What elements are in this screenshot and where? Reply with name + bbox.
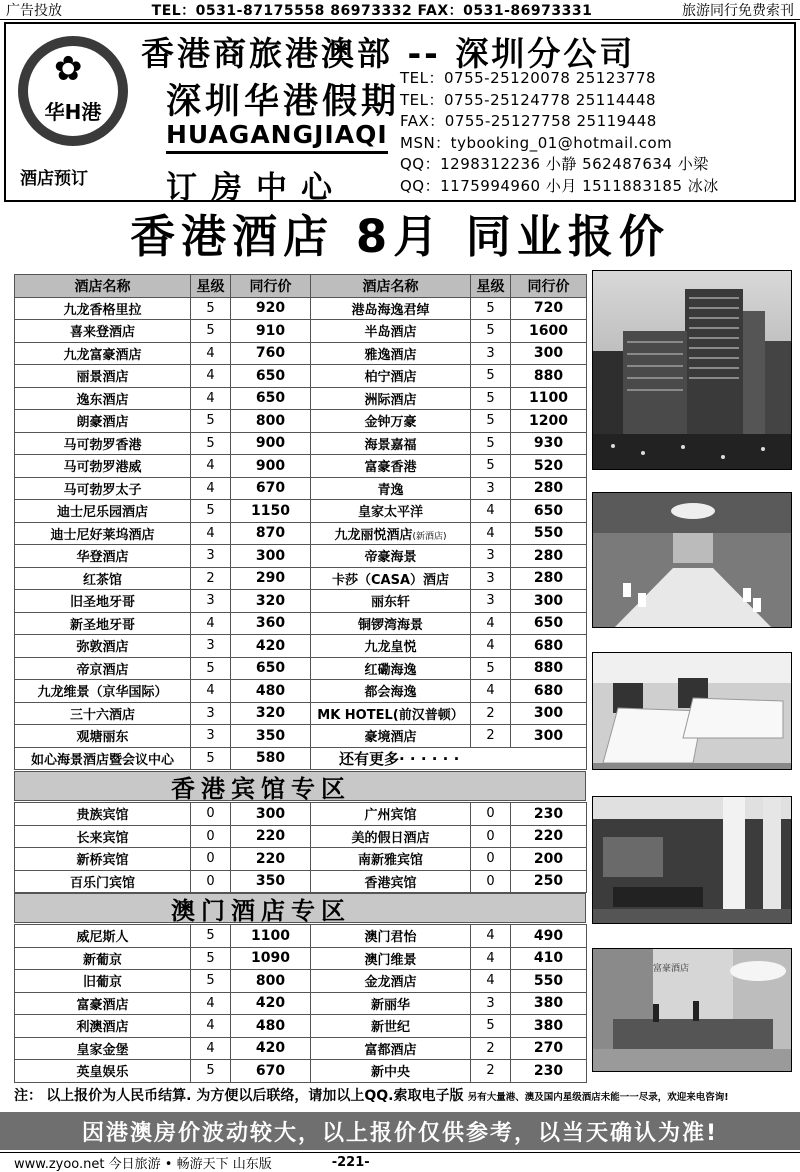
hotel-name-cell: 弥敦酒店 bbox=[15, 635, 191, 658]
hotel-name-cell: 长来宾馆 bbox=[15, 825, 191, 848]
price-cell: 520 bbox=[511, 455, 587, 478]
brand-pinyin: HUAGANGJIAQI bbox=[166, 120, 388, 154]
star-cell: 3 bbox=[191, 725, 231, 748]
price-cell: 1150 bbox=[231, 500, 311, 523]
guesthouse-table-body bbox=[15, 803, 587, 893]
hotel-name-cell: 澳门维景 bbox=[311, 947, 471, 970]
star-cell: 4 bbox=[191, 455, 231, 478]
star-cell: 5 bbox=[471, 1015, 511, 1038]
star-cell: 4 bbox=[471, 680, 511, 703]
hotel-name-cell: 马可勃罗港威 bbox=[15, 455, 191, 478]
star-cell: 4 bbox=[191, 1015, 231, 1038]
star-cell: 4 bbox=[471, 925, 511, 948]
table-row bbox=[15, 612, 587, 635]
contact-line: QQ：1175994960 小月 1511883185 冰冰 bbox=[400, 176, 719, 195]
price-cell: 230 bbox=[511, 803, 587, 826]
table-row bbox=[15, 590, 587, 613]
hotel-name-cell: 迪士尼乐园酒店 bbox=[15, 500, 191, 523]
page-footer bbox=[0, 1152, 800, 1172]
table-row bbox=[15, 970, 587, 993]
price-cell: 920 bbox=[231, 297, 311, 320]
hotel-name-cell: 富豪香港 bbox=[311, 455, 471, 478]
table-row bbox=[15, 947, 587, 970]
hotel-name-cell: 港岛海逸君绰 bbox=[311, 297, 471, 320]
star-cell: 4 bbox=[471, 500, 511, 523]
star-cell: 4 bbox=[471, 947, 511, 970]
hotel-name-cell: 新桥宾馆 bbox=[15, 848, 191, 871]
price-cell: 490 bbox=[511, 925, 587, 948]
table-row bbox=[15, 925, 587, 948]
hotel-name-cell bbox=[311, 522, 471, 545]
price-cell: 350 bbox=[231, 870, 311, 893]
hotel-name-cell: 柏宁酒店 bbox=[311, 365, 471, 388]
star-cell: 4 bbox=[471, 970, 511, 993]
price-cell: 300 bbox=[511, 702, 587, 725]
note-label: 注： bbox=[14, 1088, 42, 1104]
price-cell: 410 bbox=[511, 947, 587, 970]
star-cell: 2 bbox=[471, 1037, 511, 1060]
contact-line: QQ：1298312236 小静 562487634 小梁 bbox=[400, 155, 709, 173]
price-cell: 650 bbox=[231, 657, 311, 680]
price-cell: 1100 bbox=[231, 925, 311, 948]
table-row bbox=[15, 500, 587, 523]
hotel-building-photo bbox=[592, 270, 792, 470]
price-cell: 380 bbox=[511, 1015, 587, 1038]
price-cell: 550 bbox=[511, 522, 587, 545]
star-cell: 5 bbox=[471, 455, 511, 478]
price-cell: 650 bbox=[231, 365, 311, 388]
contact-line: FAX：0755-25127758 25119448 bbox=[400, 112, 657, 130]
star-cell: 2 bbox=[471, 1060, 511, 1083]
macau-table-body bbox=[15, 925, 587, 1083]
ad-contact: TEL：0531-87175558 86973332 FAX：0531-86973331 bbox=[151, 2, 593, 19]
price-cell: 1100 bbox=[511, 387, 587, 410]
guest-room-photo bbox=[592, 652, 792, 770]
hotel-name-cell: 喜来登酒店 bbox=[15, 320, 191, 343]
disclaimer-banner: 因港澳房价波动较大，以上报价仅供参考，以当天确认为准! bbox=[0, 1112, 800, 1150]
star-cell: 0 bbox=[191, 870, 231, 893]
table-row bbox=[15, 477, 587, 500]
price-cell: 580 bbox=[231, 747, 311, 770]
contact-line: TEL：0755-25124778 25114448 bbox=[400, 90, 657, 109]
new-hotel-tag: (新酒店) bbox=[412, 531, 447, 542]
hotel-name-cell: 都会海逸 bbox=[311, 680, 471, 703]
star-cell: 5 bbox=[471, 432, 511, 455]
hotel-name-cell: 豪境酒店 bbox=[311, 725, 471, 748]
price-cell: 350 bbox=[231, 725, 311, 748]
star-cell: 4 bbox=[471, 635, 511, 658]
table-row bbox=[15, 567, 587, 590]
hotel-name-cell: 百乐门宾馆 bbox=[15, 870, 191, 893]
price-cell: 300 bbox=[231, 803, 311, 826]
star-cell: 5 bbox=[191, 320, 231, 343]
star-cell: 3 bbox=[471, 545, 511, 568]
table-row bbox=[15, 522, 587, 545]
hotel-name-cell: 铜锣湾海景 bbox=[311, 612, 471, 635]
star-cell: 4 bbox=[191, 477, 231, 500]
hotel-name-cell: 红磡海逸 bbox=[311, 657, 471, 680]
star-cell: 5 bbox=[191, 432, 231, 455]
star-cell: 5 bbox=[191, 1060, 231, 1083]
hotel-name-text: 九龙丽悦酒店 bbox=[334, 527, 413, 543]
table-row bbox=[15, 702, 587, 725]
price-cell: 1090 bbox=[231, 947, 311, 970]
star-cell: 3 bbox=[471, 590, 511, 613]
hotel-name-cell: 海景嘉福 bbox=[311, 432, 471, 455]
price-cell: 480 bbox=[231, 680, 311, 703]
price-cell: 280 bbox=[511, 545, 587, 568]
table-row bbox=[15, 1037, 587, 1060]
price-cell: 250 bbox=[511, 870, 587, 893]
hotel-name-cell: 旧圣地牙哥 bbox=[15, 590, 191, 613]
star-cell: 3 bbox=[471, 567, 511, 590]
hotel-name-cell: 旧葡京 bbox=[15, 970, 191, 993]
price-cell: 650 bbox=[231, 387, 311, 410]
column-header: 酒店名称 bbox=[15, 275, 191, 298]
hotel-name-cell: 雅逸酒店 bbox=[311, 342, 471, 365]
price-cell: 200 bbox=[511, 848, 587, 871]
hk-guesthouse-section-title: 香港宾馆专区 bbox=[14, 771, 586, 801]
price-cell: 320 bbox=[231, 590, 311, 613]
table-row bbox=[15, 680, 587, 703]
price-cell: 270 bbox=[511, 1037, 587, 1060]
hotel-name-cell: 帝豪海景 bbox=[311, 545, 471, 568]
table-row bbox=[15, 1015, 587, 1038]
star-cell: 3 bbox=[471, 992, 511, 1015]
contact-line: TEL：0755-25120078 25123778 bbox=[400, 69, 657, 87]
price-cell: 300 bbox=[231, 545, 311, 568]
booking-center: 订房中心 bbox=[166, 170, 346, 206]
note-small: 另有大量港、澳及国内星级酒店未能一一尽录，欢迎来电咨询! bbox=[467, 1092, 729, 1103]
more-hotels-label: 还有更多· · · · · · bbox=[311, 747, 587, 770]
hotel-name-cell: 广州宾馆 bbox=[311, 803, 471, 826]
company-name: 香港商旅港澳部 -- 深圳分公司 bbox=[141, 34, 636, 73]
price-cell: 1600 bbox=[511, 320, 587, 343]
hotel-name-cell: 新圣地牙哥 bbox=[15, 612, 191, 635]
price-cell: 380 bbox=[511, 992, 587, 1015]
star-cell: 2 bbox=[471, 702, 511, 725]
price-cell: 760 bbox=[231, 342, 311, 365]
table-row bbox=[15, 635, 587, 658]
price-cell: 320 bbox=[231, 702, 311, 725]
macau-hotel-table bbox=[14, 924, 587, 1083]
star-cell: 0 bbox=[471, 848, 511, 871]
star-cell: 5 bbox=[191, 925, 231, 948]
star-cell: 4 bbox=[191, 612, 231, 635]
price-cell: 650 bbox=[511, 500, 587, 523]
hotel-name-cell: MK HOTEL(前汉普顿） bbox=[311, 702, 471, 725]
price-note bbox=[14, 1085, 794, 1105]
star-cell: 4 bbox=[471, 522, 511, 545]
price-cell: 230 bbox=[511, 1060, 587, 1083]
price-cell: 800 bbox=[231, 970, 311, 993]
price-cell: 300 bbox=[511, 342, 587, 365]
page-title: 香港酒店 8月 同业报价 bbox=[130, 210, 670, 263]
price-cell: 420 bbox=[231, 992, 311, 1015]
star-cell: 4 bbox=[191, 387, 231, 410]
table-row bbox=[15, 747, 587, 770]
star-cell: 0 bbox=[471, 803, 511, 826]
contact-line: MSN：tybooking_01@hotmail.com bbox=[400, 133, 673, 152]
star-cell: 0 bbox=[191, 803, 231, 826]
price-cell: 680 bbox=[511, 680, 587, 703]
table-row bbox=[15, 803, 587, 826]
star-cell: 5 bbox=[191, 747, 231, 770]
table-row bbox=[15, 657, 587, 680]
hotel-name-cell: 新丽华 bbox=[311, 992, 471, 1015]
star-cell: 2 bbox=[191, 567, 231, 590]
star-cell: 5 bbox=[471, 297, 511, 320]
price-cell: 300 bbox=[511, 590, 587, 613]
star-cell: 4 bbox=[191, 522, 231, 545]
table-row bbox=[15, 297, 587, 320]
hotel-name-cell: 红茶馆 bbox=[15, 567, 191, 590]
table-row bbox=[15, 992, 587, 1015]
price-cell: 720 bbox=[511, 297, 587, 320]
star-cell: 3 bbox=[191, 635, 231, 658]
lobby-photo bbox=[592, 796, 792, 924]
hotel-name-cell: 南新雅宾馆 bbox=[311, 848, 471, 871]
hotel-name-cell: 富都酒店 bbox=[311, 1037, 471, 1060]
hotel-name-cell: 逸东酒店 bbox=[15, 387, 191, 410]
table-row bbox=[15, 455, 587, 478]
star-cell: 5 bbox=[191, 657, 231, 680]
hotel-name-cell: 马可勃罗香港 bbox=[15, 432, 191, 455]
price-cell: 880 bbox=[511, 365, 587, 388]
column-header: 同行价 bbox=[231, 275, 311, 298]
price-cell: 870 bbox=[231, 522, 311, 545]
price-cell: 300 bbox=[511, 725, 587, 748]
table-row bbox=[15, 1060, 587, 1083]
star-cell: 5 bbox=[471, 320, 511, 343]
price-cell: 670 bbox=[231, 477, 311, 500]
price-cell: 900 bbox=[231, 455, 311, 478]
ad-label: 广告投放 bbox=[6, 2, 62, 19]
star-cell: 5 bbox=[471, 365, 511, 388]
column-header: 酒店名称 bbox=[311, 275, 471, 298]
hotel-name-cell: 威尼斯人 bbox=[15, 925, 191, 948]
star-cell: 3 bbox=[191, 590, 231, 613]
price-cell: 420 bbox=[231, 635, 311, 658]
price-cell: 880 bbox=[511, 657, 587, 680]
top-bar bbox=[0, 0, 800, 20]
hotel-name-cell: 华登酒店 bbox=[15, 545, 191, 568]
star-cell: 4 bbox=[191, 992, 231, 1015]
macau-section-title: 澳门酒店专区 bbox=[14, 893, 586, 923]
hotel-name-cell: 新葡京 bbox=[15, 947, 191, 970]
hotel-name-cell: 丽东轩 bbox=[311, 590, 471, 613]
hotel-name-cell: 利澳酒店 bbox=[15, 1015, 191, 1038]
column-header: 同行价 bbox=[511, 275, 587, 298]
star-cell: 4 bbox=[191, 342, 231, 365]
hotel-name-cell: 洲际酒店 bbox=[311, 387, 471, 410]
star-cell: 3 bbox=[471, 477, 511, 500]
table-row bbox=[15, 365, 587, 388]
hk-guesthouse-table bbox=[14, 802, 587, 893]
hotel-name-cell: 如心海景酒店暨会议中心 bbox=[15, 747, 191, 770]
table-row bbox=[15, 410, 587, 433]
price-cell: 220 bbox=[511, 825, 587, 848]
hotel-name-cell: 金龙酒店 bbox=[311, 970, 471, 993]
price-cell: 280 bbox=[511, 567, 587, 590]
hotel-name-cell: 青逸 bbox=[311, 477, 471, 500]
star-cell: 5 bbox=[471, 387, 511, 410]
price-cell: 220 bbox=[231, 848, 311, 871]
price-cell: 910 bbox=[231, 320, 311, 343]
table-row bbox=[15, 387, 587, 410]
hotel-name-cell: 新世纪 bbox=[311, 1015, 471, 1038]
free-copy-label: 旅游同行免费索刊 bbox=[682, 2, 794, 19]
table-row bbox=[15, 342, 587, 365]
hotel-name-cell: 九龙富豪酒店 bbox=[15, 342, 191, 365]
star-cell: 3 bbox=[471, 342, 511, 365]
price-cell: 480 bbox=[231, 1015, 311, 1038]
price-cell: 680 bbox=[511, 635, 587, 658]
table-row bbox=[15, 320, 587, 343]
footer-site: www.zyoo.net 今日旅游 • 畅游天下 山东版 bbox=[14, 1157, 272, 1172]
price-cell: 670 bbox=[231, 1060, 311, 1083]
price-cell: 800 bbox=[231, 410, 311, 433]
star-cell: 4 bbox=[191, 365, 231, 388]
star-cell: 3 bbox=[191, 545, 231, 568]
hk-table-body bbox=[15, 297, 587, 770]
table-row bbox=[15, 870, 587, 893]
star-cell: 4 bbox=[191, 1037, 231, 1060]
hotel-name-cell: 卡莎（CASA）酒店 bbox=[311, 567, 471, 590]
hotel-name-cell: 英皇娱乐 bbox=[15, 1060, 191, 1083]
star-cell: 0 bbox=[471, 825, 511, 848]
page-number: -221- bbox=[331, 1155, 370, 1170]
note-main: 以上报价为人民币结算. 为方便以后联络，请加以上QQ.索取电子版 bbox=[46, 1088, 464, 1104]
brand-name: 深圳华港假期 bbox=[166, 82, 401, 122]
price-cell: 360 bbox=[231, 612, 311, 635]
contact-list bbox=[400, 68, 719, 197]
star-cell: 5 bbox=[191, 410, 231, 433]
hotel-name-cell: 九龙皇悦 bbox=[311, 635, 471, 658]
hk-hotel-price-table bbox=[14, 274, 587, 770]
star-cell: 0 bbox=[191, 848, 231, 871]
bauhinia-icon: ✿ bbox=[54, 49, 83, 89]
price-cell: 900 bbox=[231, 432, 311, 455]
hotel-name-cell: 贵族宾馆 bbox=[15, 803, 191, 826]
hotel-name-cell: 九龙香格里拉 bbox=[15, 297, 191, 320]
star-cell: 4 bbox=[471, 612, 511, 635]
price-cell: 1200 bbox=[511, 410, 587, 433]
table-row bbox=[15, 848, 587, 871]
star-cell: 5 bbox=[191, 947, 231, 970]
hotel-name-cell: 九龙维景（京华国际） bbox=[15, 680, 191, 703]
hotel-name-cell: 半岛酒店 bbox=[311, 320, 471, 343]
logo-caption: 酒店预订 bbox=[20, 169, 88, 189]
star-cell: 4 bbox=[191, 680, 231, 703]
table-row bbox=[15, 545, 587, 568]
reception-photo bbox=[592, 948, 792, 1072]
hotel-name-cell: 观塘丽东 bbox=[15, 725, 191, 748]
table-row bbox=[15, 825, 587, 848]
hotel-sign-text: 富豪酒店 bbox=[653, 964, 690, 974]
table-row bbox=[15, 432, 587, 455]
price-cell: 290 bbox=[231, 567, 311, 590]
hotel-name-cell: 迪士尼好莱坞酒店 bbox=[15, 522, 191, 545]
hotel-name-cell: 皇家金堡 bbox=[15, 1037, 191, 1060]
star-cell: 5 bbox=[191, 970, 231, 993]
hotel-name-cell: 澳门君怡 bbox=[311, 925, 471, 948]
star-cell: 5 bbox=[471, 410, 511, 433]
star-cell: 0 bbox=[191, 825, 231, 848]
company-logo bbox=[18, 36, 128, 146]
star-cell: 5 bbox=[191, 500, 231, 523]
price-cell: 550 bbox=[511, 970, 587, 993]
conference-room-photo bbox=[592, 492, 792, 628]
hotel-name-cell: 美的假日酒店 bbox=[311, 825, 471, 848]
price-cell: 220 bbox=[231, 825, 311, 848]
hotel-name-cell: 丽景酒店 bbox=[15, 365, 191, 388]
hotel-name-cell: 朗豪酒店 bbox=[15, 410, 191, 433]
header-banner bbox=[4, 22, 796, 206]
hotel-name-cell: 新中央 bbox=[311, 1060, 471, 1083]
star-cell: 5 bbox=[471, 657, 511, 680]
column-header: 星级 bbox=[191, 275, 231, 298]
price-cell: 650 bbox=[511, 612, 587, 635]
price-cell: 930 bbox=[511, 432, 587, 455]
column-header: 星级 bbox=[471, 275, 511, 298]
hotel-name-cell: 金钟万豪 bbox=[311, 410, 471, 433]
table-row bbox=[15, 725, 587, 748]
star-cell: 2 bbox=[471, 725, 511, 748]
star-cell: 3 bbox=[191, 702, 231, 725]
star-cell: 5 bbox=[191, 297, 231, 320]
star-cell: 0 bbox=[471, 870, 511, 893]
price-cell: 420 bbox=[231, 1037, 311, 1060]
logo-text: 华H港 bbox=[44, 100, 102, 124]
hotel-name-cell: 皇家太平洋 bbox=[311, 500, 471, 523]
hotel-name-cell: 香港宾馆 bbox=[311, 870, 471, 893]
hotel-name-cell: 帝京酒店 bbox=[15, 657, 191, 680]
price-cell: 280 bbox=[511, 477, 587, 500]
hotel-name-cell: 三十六酒店 bbox=[15, 702, 191, 725]
table-header-row bbox=[15, 275, 587, 298]
hotel-name-cell: 马可勃罗太子 bbox=[15, 477, 191, 500]
hotel-name-cell: 富豪酒店 bbox=[15, 992, 191, 1015]
